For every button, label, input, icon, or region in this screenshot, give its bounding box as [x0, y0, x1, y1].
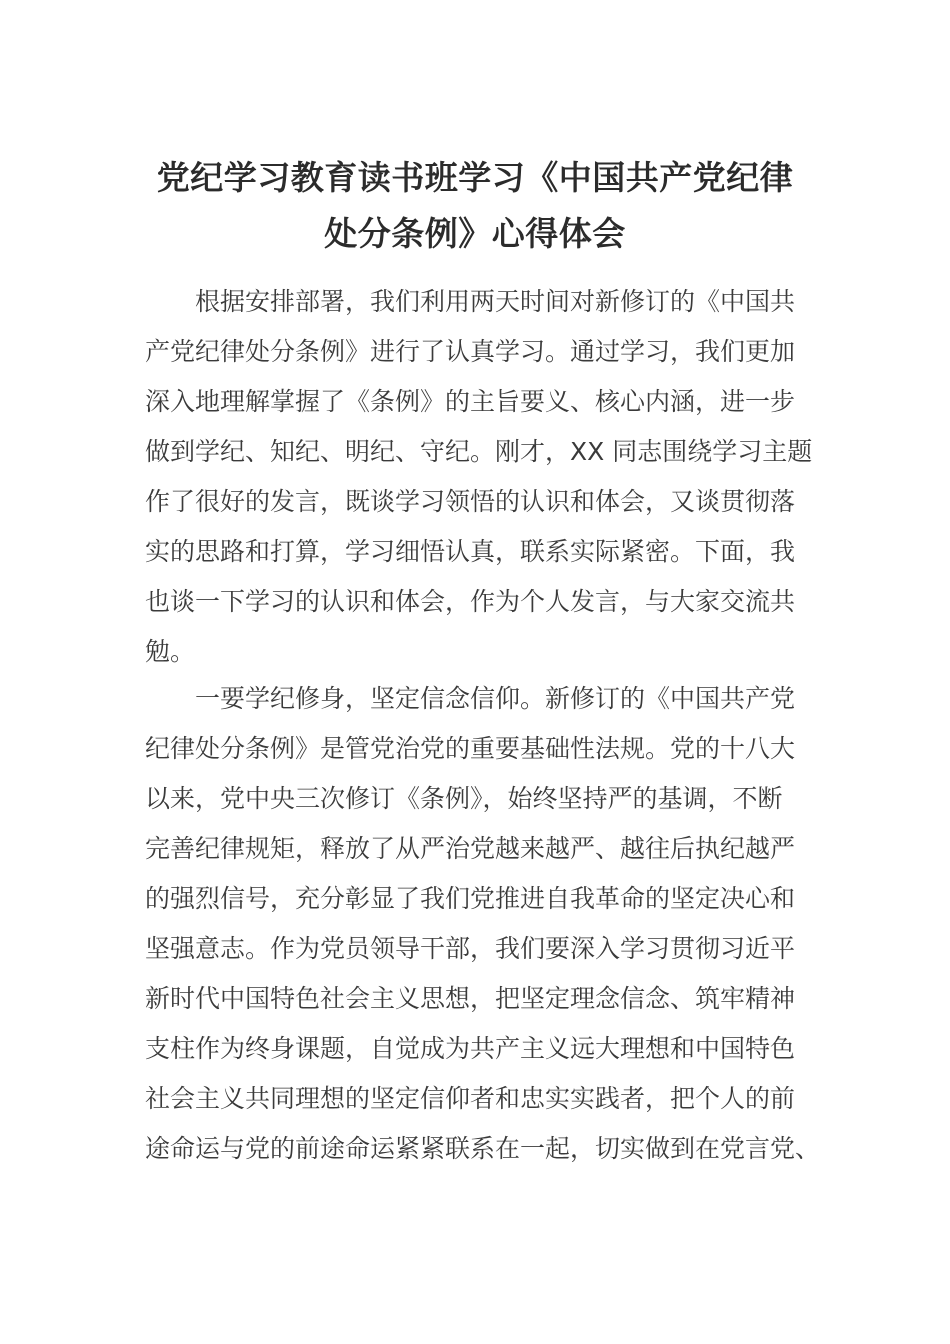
paragraph-line: 坚强意志。作为党员领导干部，我们要深入学习贯彻习近平 — [145, 934, 796, 963]
paragraph-line: 完善纪律规矩，释放了从严治党越来越严、越往后执纪越严 — [145, 834, 796, 863]
paragraph-line: 产党纪律处分条例》进行了认真学习。通过学习，我们更加 — [145, 337, 796, 366]
paragraph-line: 途命运与党的前途命运紧紧联系在一起，切实做到在党言党、 — [145, 1134, 821, 1163]
paragraph-line: 深入地理解掌握了《条例》的主旨要义、核心内涵，进一步 — [145, 387, 796, 416]
paragraph-line: 社会主义共同理想的坚定信仰者和忠实实践者，把个人的前 — [145, 1084, 796, 1113]
paragraph-2 — [145, 674, 821, 1174]
paragraph-line: 新时代中国特色社会主义思想，把坚定理念信念、筑牢精神 — [145, 984, 796, 1013]
document-title — [140, 150, 810, 262]
title-line-2: 处分条例》心得体会 — [324, 214, 626, 253]
title-line-1: 党纪学习教育读书班学习《中国共产党纪律 — [156, 158, 794, 197]
paragraph-line: 作了很好的发言，既谈学习领悟的认识和体会，又谈贯彻落 — [145, 487, 796, 516]
paragraph-line: 支柱作为终身课题，自觉成为共产主义远大理想和中国特色 — [145, 1034, 796, 1063]
paragraph-line: 实的思路和打算，学习细悟认真，联系实际紧密。下面，我 — [145, 537, 796, 566]
paragraph-line: 以来，党中央三次修订《条例》，始终坚持严的基调，不断 — [145, 784, 783, 813]
paragraph-line: 做到学纪、知纪、明纪、守纪。刚才，XX 同志围绕学习主题 — [145, 437, 813, 466]
paragraph-line: 的强烈信号，充分彰显了我们党推进自我革命的坚定决心和 — [145, 884, 796, 913]
paragraph-line: 根据安排部署，我们利用两天时间对新修订的《中国共 — [195, 287, 796, 316]
paragraph-1 — [145, 277, 813, 677]
paragraph-line: 纪律处分条例》是管党治党的重要基础性法规。党的十八大 — [145, 734, 796, 763]
paragraph-line: 也谈一下学习的认识和体会，作为个人发言，与大家交流共 — [145, 587, 796, 616]
paragraph-line: 一要学纪修身，坚定信念信仰。新修订的《中国共产党 — [195, 684, 796, 713]
paragraph-line: 勉。 — [145, 637, 196, 666]
